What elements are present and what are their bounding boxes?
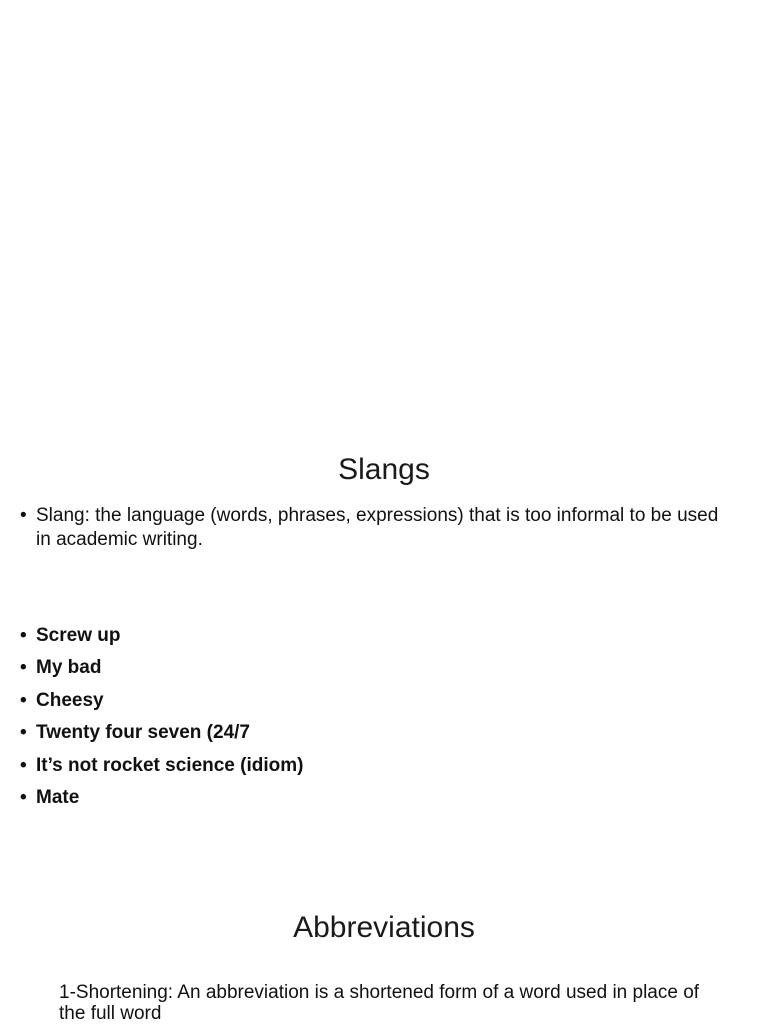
bullet-icon: • (20, 689, 27, 711)
slang-example-item (20, 689, 303, 721)
slang-example-text: Cheesy (36, 689, 104, 711)
slang-example-text: Screw up (36, 625, 121, 646)
slang-definition-item (20, 504, 730, 552)
slang-example-text: It’s not rocket science (idiom) (36, 754, 304, 776)
shortening-definition: 1-Shortening: An abbreviation is a shortened form of a word used in place of the full word (59, 982, 700, 1024)
slang-example-item (20, 656, 303, 688)
slang-definition-text: Slang: the language (words, phrases, expressions) that is too informal to be used in academic writing. (36, 505, 719, 550)
slang-definition-list (20, 504, 730, 552)
slang-example-text: My bad (36, 657, 102, 679)
bullet-icon: • (20, 505, 27, 526)
slang-example-item (20, 754, 303, 786)
slang-example-item (20, 721, 303, 753)
slide-title-abbreviations: Abbreviations (293, 911, 475, 944)
bullet-icon: • (20, 625, 27, 646)
slang-example-item (20, 624, 303, 656)
slang-examples-list (20, 624, 303, 818)
slang-example-text: Twenty four seven (24/7 (36, 722, 250, 744)
bullet-icon: • (20, 657, 27, 679)
slang-example-text: Mate (36, 786, 80, 808)
slang-example-item (20, 786, 303, 818)
slide-title-slangs: Slangs (338, 453, 430, 486)
bullet-icon: • (20, 754, 27, 776)
bullet-icon: • (20, 786, 27, 808)
bullet-icon: • (20, 722, 27, 744)
